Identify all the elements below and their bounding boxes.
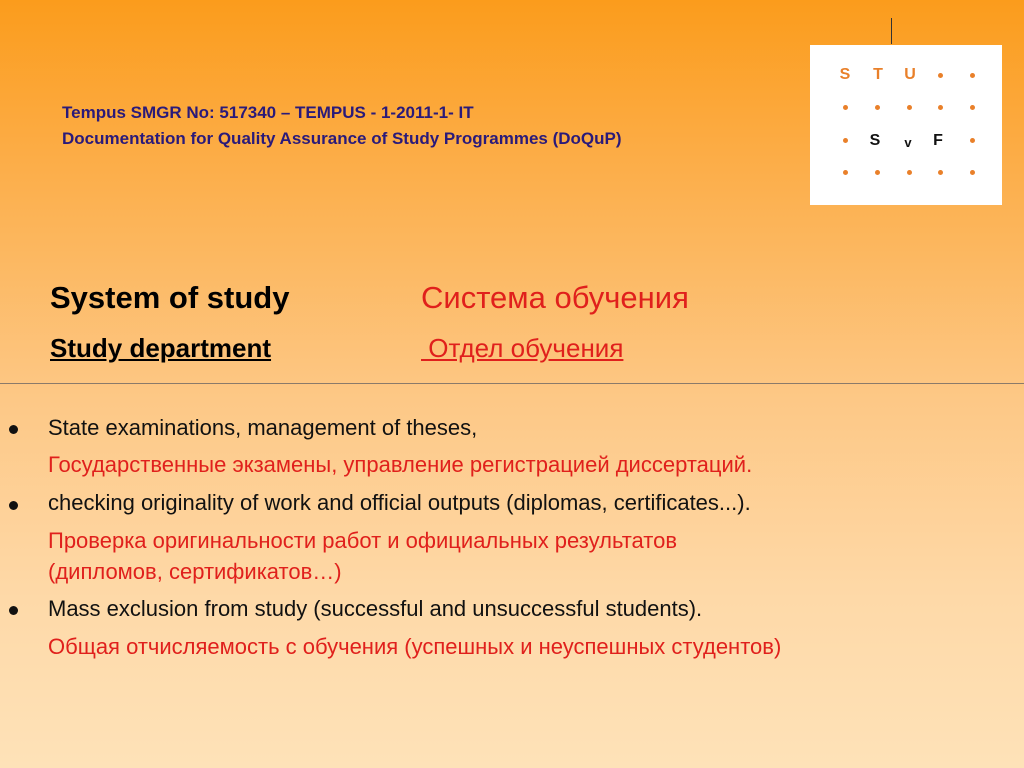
title-study-department-ru: Отдел обучения: [421, 333, 624, 363]
title-system-of-study-ru: Система обучения: [421, 280, 689, 315]
logo-dot: [843, 138, 848, 143]
logo-letter-s-dark: S: [869, 132, 881, 149]
logo-dot: [970, 138, 975, 143]
bullet-icon: [9, 425, 18, 434]
logo-dot: [907, 170, 912, 175]
bullet-1-ru: Государственные экзамены, управление регистрацией диссертаций.: [48, 452, 753, 477]
logo-dot: [938, 170, 943, 175]
logo-dot: [843, 170, 848, 175]
bullet-icon: [9, 501, 18, 510]
logo-letter-v: v: [904, 135, 912, 150]
stu-svf-logo: [810, 45, 1002, 205]
bullet-3-en: Mass exclusion from study (successful and unsuccessful students).: [48, 596, 703, 621]
project-title: Documentation for Quality Assurance of Study Programmes (DoQuP): [62, 129, 622, 148]
bullet-2-en: checking originality of work and official outputs (diplomas, certificates...).: [48, 490, 751, 515]
logo-letter-t: T: [873, 66, 883, 83]
project-number: Tempus SMGR No: 517340 – TEMPUS - 1-2011-1- IT: [62, 103, 474, 122]
title-study-department: Study department: [50, 333, 272, 363]
logo-dot: [938, 105, 943, 110]
title-system-of-study: System of study: [50, 280, 290, 315]
bullet-icon: [9, 606, 18, 615]
bullet-1-en: State examinations, management of theses,: [48, 415, 478, 440]
bullet-2-ru-line2: (дипломов, сертификатов…): [48, 559, 342, 584]
bullet-3-ru: Общая отчисляемость с обучения (успешных и неуспешных студентов): [48, 634, 782, 659]
logo-dot: [907, 105, 912, 110]
bullet-2-ru-line1: Проверка оригинальности работ и официальных результатов: [48, 528, 678, 553]
divider-line: [891, 18, 892, 44]
logo-dot: [875, 170, 880, 175]
header-block: [62, 100, 622, 152]
logo-dot: [970, 170, 975, 175]
logo-letter-u: U: [904, 66, 916, 83]
logo-dot: [970, 105, 975, 110]
horizontal-rule: [0, 383, 1024, 384]
logo-dot: [843, 105, 848, 110]
logo-letter-s: S: [839, 66, 851, 83]
logo-dot: [875, 105, 880, 110]
logo-dot: [970, 73, 975, 78]
logo-letter-f: F: [933, 132, 943, 149]
logo-dot: [938, 73, 943, 78]
